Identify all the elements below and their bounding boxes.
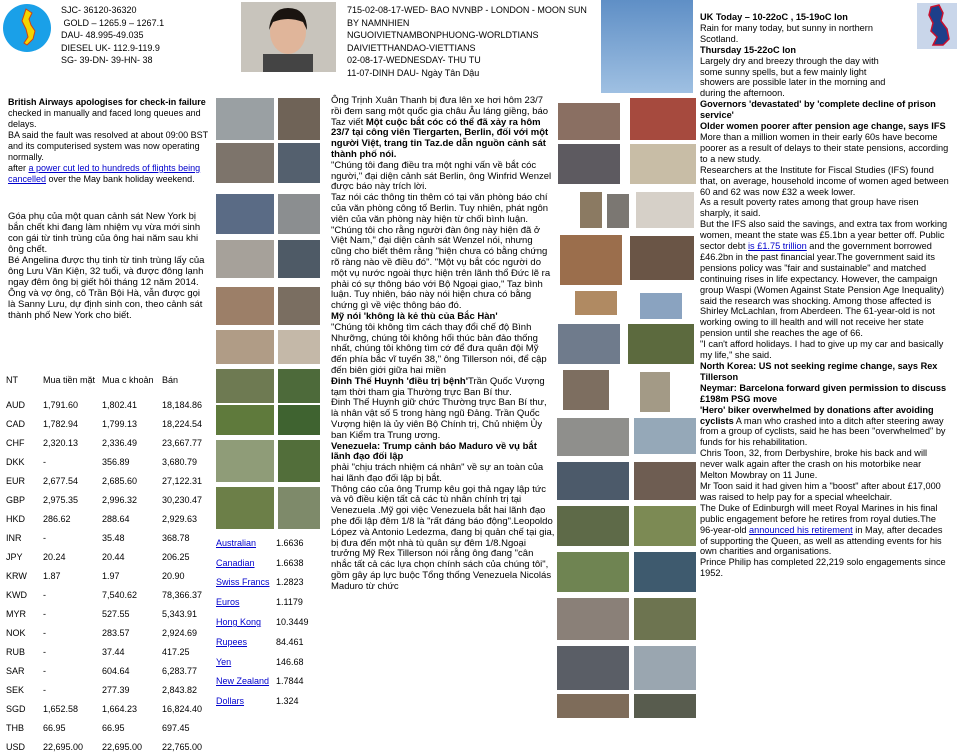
mid-paragraph: Đinh Thế Huynh giữ chức Thường trực Ban Bí thư, là nhân vật số 5 trong hàng ngũ Đảng. Trần Quốc Vượng hiện là ủy viên Bộ Chính trị, Chủ nhiệm Ủy ban Kiểm tra Trung ương. <box>331 397 547 441</box>
fx-currency-link[interactable]: New Zealand <box>216 676 270 687</box>
hero-text: A man who crashed into a ditch after steering away from a group of cyclists, said he has been "overwhelmed" by funds for his rehabilitation. <box>700 415 946 448</box>
exchange-rate-table <box>6 365 216 756</box>
news-photo <box>278 240 320 278</box>
masthead-line: DAIVIETTHANDAO-VIETTIANS <box>347 42 476 53</box>
header-market-prices <box>61 4 241 67</box>
news-photo <box>557 506 629 546</box>
rate-value: 66.95 <box>43 722 66 733</box>
hero-biker-title: 'Hero' biker overwhelmed by donations after avoiding cyclists <box>700 404 934 426</box>
editor-portrait-photo <box>241 2 336 72</box>
duke-text: The Duke of Edinburgh will meet Royal Marines in his final public engagement before he retires from royal duties.The 96-year-old <box>700 502 938 535</box>
rate-value: 1,782.94 <box>43 418 79 429</box>
news-photo <box>216 194 274 234</box>
fx-currency-link[interactable]: Canadian <box>216 557 255 568</box>
mid-heading: Đinh Thế Huynh 'điều trị bệnh' <box>331 375 468 387</box>
rates-row <box>6 604 216 623</box>
viet-paragraph: Bé Angelina được thụ tinh từ tinh trùng lấy của ông Lưu Văn Kiện, 32 tuổi, và được đông lạnh ngay đêm ông bị giết hôi tháng 12 năm 2014. <box>8 255 205 288</box>
currency-code: AUD <box>6 399 26 410</box>
rate-value: 35.48 <box>102 532 125 543</box>
philip-paragraph: Prince Philip has completed 22,219 solo engagements since 1952. <box>700 557 946 579</box>
currency-code: SEK <box>6 684 25 695</box>
rates-row <box>6 566 216 585</box>
masthead-line: 715-02-08-17-WED- BAO NVNBP - LONDON - MOON SUN BY NAMNHIEN <box>347 5 587 28</box>
rate-value: 417.25 <box>162 646 190 657</box>
rate-value: 22,695.00 <box>102 741 143 752</box>
rate-value: 206.25 <box>162 551 190 562</box>
rates-header: Bán <box>162 375 179 385</box>
news-photo <box>216 369 274 403</box>
rate-value: 20.24 <box>43 551 66 562</box>
rate-value: 20.90 <box>162 570 185 581</box>
rates-header-row <box>6 365 216 395</box>
fx-row <box>216 533 309 553</box>
news-photo <box>636 192 694 228</box>
fx-currency-link[interactable]: Yen <box>216 656 232 667</box>
duke-text: in May, after decades of supporting the Queen, as well as attending events for his own charities and organisations. <box>700 524 943 557</box>
rates-row <box>6 661 216 680</box>
rate-value: 23,667.77 <box>162 437 203 448</box>
rate-value: 697.45 <box>162 722 190 733</box>
news-photo <box>216 143 274 183</box>
currency-code: EUR <box>6 475 26 486</box>
rate-value: 1,799.13 <box>102 418 138 429</box>
mid-bold: Một cuộc bắt cóc có thể đã xảy ra hôm 23/7 tại công viên Tiergarten, Berlin, đối với một người Việt, trang tin Taz.de dẫn nguồn cảnh sát thành phố nói. <box>331 116 549 160</box>
fx-currency-link[interactable]: Dollars <box>216 696 245 707</box>
currency-code: USD <box>6 741 26 752</box>
rate-value: 2,677.54 <box>43 475 79 486</box>
rate-value: 1,652.58 <box>43 703 79 714</box>
rate-value: 283.57 <box>102 627 130 638</box>
currency-code: MYR <box>6 608 26 619</box>
news-photo <box>216 287 274 325</box>
fx-currency-link[interactable]: Hong Kong <box>216 617 262 628</box>
thursday-weather-title: Thursday 15-22oC lon <box>700 44 796 55</box>
mid-paragraph: "Chúng tôi không tìm cách thay đổi chế độ Bình Nhưỡng, chúng tôi không hối thúc bản đảo thống nhất, chúng tôi không tìm cớ để đưa quân đội Mỹ đến phía bắc vĩ tuyến 38," ông Tillerson nói, để cập đến biên giới giữa hai miền <box>331 321 547 376</box>
rate-value: 20.44 <box>102 551 125 562</box>
pension-paragraph: More than a million women in their early 60s have become poorer as a result of delays to their state pensions, according to a new study. <box>700 131 949 164</box>
news-photo <box>278 287 320 325</box>
hero-paragraph: Chris Toon, 32, from Derbyshire, broke his back and will never walk again after the crash on his motorbike near Melton Mowbray on 11 June. <box>700 448 928 481</box>
news-photo <box>216 240 274 278</box>
rate-value: 2,996.32 <box>102 494 138 505</box>
rate-value: 286.62 <box>43 513 71 524</box>
news-photo <box>630 98 696 140</box>
rate-value: 2,685.60 <box>102 475 138 486</box>
currency-code: KWD <box>6 589 27 600</box>
news-photo <box>634 598 696 640</box>
fx-rate-value: 1.6636 <box>276 537 304 548</box>
news-photo <box>278 487 320 529</box>
news-photo <box>607 194 629 228</box>
news-photo <box>640 372 670 412</box>
header-line: SJC- 36120-36320 <box>61 5 137 15</box>
neymar-title: Neymar: Barcelona forward given permission to discuss £198m PSG move <box>700 382 947 404</box>
rate-value: 277.39 <box>102 684 130 695</box>
hero-paragraph: Mr Toon said it had given him a "boost" after about £17,000 was raised to help pay for a special wheelchair. <box>700 480 941 502</box>
news-photo <box>278 369 320 403</box>
masthead-line: NGUOIVIETNAMBONPHUONG-WORLDTIANS <box>347 30 539 40</box>
pension-paragraph: Researchers at the Institute for Fiscal Studies (IFS) found that, on average, household income of women aged between 60 and 62 was now £32 a week lower. <box>700 164 949 197</box>
rates-row <box>6 623 216 642</box>
header-line: DAU- 48.995-49.035 <box>61 30 144 40</box>
ba-text: after <box>8 163 29 173</box>
rates-row <box>6 490 216 509</box>
header-line: DIESEL UK- 112.9-119.9 <box>61 42 160 53</box>
news-photo <box>278 98 320 140</box>
viet-story-left <box>8 211 208 321</box>
rate-value: - <box>43 532 46 543</box>
header-masthead <box>347 4 597 79</box>
header-line: GOLD – 1265.9 – 1267.1 <box>61 17 165 28</box>
mid-article <box>331 96 555 593</box>
rate-value: 30,230.47 <box>162 494 203 505</box>
news-photo <box>278 440 320 482</box>
fx-rate-value: 1.1179 <box>276 597 303 608</box>
rate-value: 7,540.62 <box>102 589 138 600</box>
news-photo <box>216 487 274 529</box>
fx-currency-link[interactable]: Australian <box>216 537 257 548</box>
ba-power-cut-link[interactable]: a power cut led to hundreds of flights being cancelled <box>8 163 201 184</box>
rate-value: - <box>43 646 46 657</box>
rate-value: 2,929.63 <box>162 513 198 524</box>
fx-rate-value: 84.461 <box>276 636 304 647</box>
rate-value: 2,975.35 <box>43 494 79 505</box>
rate-value: 78,366.37 <box>162 589 203 600</box>
news-photo <box>557 418 629 456</box>
currency-code: GBP <box>6 494 26 505</box>
news-photo <box>560 235 622 285</box>
thursday-weather-text: Largely dry and breezy through the day with some sunny spells, but a few mainly light showers are possible later in the morning and during the afternoon. <box>700 55 886 99</box>
governors-title: Governors 'devastated' by 'complete decline of prison service' <box>700 99 936 121</box>
rate-value: 18,184.86 <box>162 399 203 410</box>
currency-code: HKD <box>6 513 26 524</box>
rate-value: 1.97 <box>102 570 120 581</box>
rate-value: 3,680.79 <box>162 456 198 467</box>
news-photo <box>557 598 629 640</box>
news-photo <box>630 144 696 184</box>
currency-code: THB <box>6 722 24 733</box>
rates-row <box>6 547 216 566</box>
news-photo <box>216 98 274 140</box>
currency-code: KRW <box>6 570 27 581</box>
masthead-line: 11-07-DINH DAU- Ngày Tân Dậu <box>347 67 480 78</box>
fx-currency-link[interactable]: Swiss Francs <box>216 577 270 588</box>
ba-paragraph: BA said the fault was resolved at about 09:00 BST and its computerised system was now operating normally. <box>8 130 208 162</box>
rates-row <box>6 471 216 490</box>
news-photo <box>634 506 696 546</box>
rate-value: - <box>43 627 46 638</box>
currency-code: SAR <box>6 665 25 676</box>
rate-value: 527.55 <box>102 608 130 619</box>
news-photo <box>557 462 629 500</box>
right-column <box>700 12 950 579</box>
fx-rate-value: 1.2823 <box>276 577 304 588</box>
news-photo <box>634 552 696 592</box>
retirement-link[interactable]: announced his retirement <box>749 524 853 535</box>
mid-paragraph: Thông cáo của ông Trump kêu gọi thả ngay lập tức và vô điều kiện tất cả các tù nhân chính trị tại Venezuela .Mỹ gọi việc Venezuela bắt hai lãnh đạo phe đối lập đêm 1/8 là "rất đáng báo động".Leopoldo López và Antonio Ledezma, đang bị quản chế tại gia, bị đưa đến một nhà tù quân sự đêm 1/8.Ngoại trưởng Mỹ Rex Tillerson nói rằng ông đang "cân nhắc tất cả các lựa chọn chính sách của chúng tôi", gồm gây áp lực buộc Tổng thống Venezuela Nicolás Maduro từ chức <box>331 483 555 592</box>
rates-row <box>6 737 216 756</box>
rate-value: - <box>43 456 46 467</box>
mid-paragraph: "Chúng tôi đang điều tra một nghi vấn về bắt cóc người," đại diện cảnh sát Berlin, ông Winfrid Wenzel được báo này trích lời. <box>331 159 552 193</box>
mid-heading: Mỹ nói 'không là kẻ thù của Bắc Hàn' <box>331 310 498 322</box>
north-korea-title: North Korea: US not seeking regime change, says Rex Tillerson <box>700 361 938 382</box>
currency-code: DKK <box>6 456 25 467</box>
rate-value: 604.64 <box>102 665 130 676</box>
news-photo <box>634 418 696 454</box>
pension-title: Older women poorer after pension age change, says IFS <box>700 121 946 132</box>
rate-value: 1.87 <box>43 570 61 581</box>
rate-value: 66.95 <box>102 722 125 733</box>
sky-photo <box>601 0 693 93</box>
fx-table <box>216 533 316 711</box>
fx-currency-link[interactable]: Rupees <box>216 636 248 647</box>
fx-row <box>216 573 309 593</box>
mid-paragraph: "Chúng tôi cho rằng người đàn ông này hiện đã ở Việt Nam," đại diện cảnh sát Wenzel nói, nhưng cũng cho biết thêm rằng "hiện chưa có bằng chứng rõ ràng nào về điều đó". "Một vụ bắt cóc người do một vụ nước ngoài thực hiện trên lãnh thổ Đức lẽ ra phải có sự thông báo với Bộ Ngoại giao," Taz bình luận. Tuy nhiên, báo này nói hiện chưa có bằng chứng gì về việc thông báo đó. <box>331 224 551 312</box>
news-photo <box>640 293 682 319</box>
ba-article <box>8 97 208 185</box>
currency-code: INR <box>6 532 22 543</box>
rates-row <box>6 528 216 547</box>
rate-value: 6,283.77 <box>162 665 198 676</box>
rates-header: Mua tiền mặt <box>43 375 96 385</box>
rate-value: 16,824.40 <box>162 703 203 714</box>
fx-rate-value: 10.3449 <box>276 617 309 628</box>
news-photo <box>278 194 320 234</box>
news-photo <box>557 646 629 690</box>
news-photo <box>634 694 696 718</box>
news-photo <box>558 103 620 140</box>
rates-row <box>6 642 216 661</box>
news-photo <box>634 646 696 690</box>
fx-row <box>216 592 309 612</box>
rate-value: 2,843.82 <box>162 684 198 695</box>
currency-code: RUB <box>6 646 26 657</box>
public-debt-link[interactable]: is £1.75 trillion <box>748 241 807 252</box>
rates-row <box>6 414 216 433</box>
rate-value: 5,343.91 <box>162 608 198 619</box>
rate-value: 22,765.00 <box>162 741 203 752</box>
news-photo <box>558 324 620 364</box>
rates-row <box>6 433 216 452</box>
pension-paragraph: "I can't afford holidays. I had to give up my car and basically my life," she said. <box>700 339 944 361</box>
rates-header: Mua c khoản <box>102 375 154 385</box>
rate-value: 22,695.00 <box>43 741 84 752</box>
fx-row <box>216 612 309 632</box>
rate-value: 18,224.54 <box>162 418 203 429</box>
fx-rate-value: 146.68 <box>276 656 304 667</box>
masthead-line: 02-08-17-WEDNESDAY- THU TU <box>347 55 481 65</box>
rate-value: 368.78 <box>162 532 190 543</box>
currency-code: JPY <box>6 551 23 562</box>
viet-paragraph: Ông và vợ ông, cô Trần Bội Hà, vẫn được gọi là Sanny Lưu, dự định sinh con, theo cảnh sát thành phố New York cho biết. <box>8 288 203 321</box>
rates-row <box>6 395 216 414</box>
fx-row <box>216 632 309 652</box>
fx-row <box>216 553 309 573</box>
rates-row <box>6 509 216 528</box>
rate-value: - <box>43 665 46 676</box>
mid-text: Trần Quốc Vượng tạm thời tham gia Thường trực Ban Bí thư. <box>331 375 545 398</box>
news-photo <box>580 192 602 228</box>
fx-rate-value: 1.6638 <box>276 557 304 568</box>
news-photo <box>563 370 609 410</box>
rates-row <box>6 718 216 737</box>
news-photo <box>278 143 320 183</box>
pension-text: But the IFS also said the savings, and extra tax from working women, meant the state was £5.1bn a year better off. Public sector debt <box>700 219 948 252</box>
rates-row <box>6 699 216 718</box>
rate-value: 1,664.23 <box>102 703 138 714</box>
news-photo <box>558 144 620 184</box>
mid-paragraph: Taz nói các thông tin thêm có tại văn phòng báo chí của văn phòng công tố Berlin. Tuy nhiên, phát ngôn viên của văn phòng này hiện từ chối bình luận. <box>331 192 549 225</box>
header-line: SG- 39-DN- 39-HN- 38 <box>61 55 153 65</box>
news-photo <box>216 405 274 435</box>
rates-row <box>6 680 216 699</box>
news-photo <box>634 462 696 500</box>
rate-value: 356.89 <box>102 456 130 467</box>
news-photo <box>557 694 629 718</box>
rates-row <box>6 585 216 604</box>
rate-value: 2,924.69 <box>162 627 198 638</box>
currency-code: CHF <box>6 437 25 448</box>
currency-code: CAD <box>6 418 26 429</box>
news-photo <box>278 405 320 435</box>
viet-paragraph: Góa phụ của một quan cảnh sát New York bị bắn chết khi đang làm nhiệm vụ vừa mới sinh con gái từ tinh trùng của ông hai năm sau khi ông chết. <box>8 211 201 255</box>
currency-code: NOK <box>6 627 26 638</box>
pension-text: and the government borrowed £46.2bn in the past financial year.The government said its pensions policy was "fair and sustainable" and matched continuing rises in life expectancy. However, the campaign group Waspi (Women Against State Pension Age Inequality) said the research was shocking. Among those affected is Shirley McLachlan, from Aberdeen. The 61-year-old is not working owing to ill health and will not receive her state pension until she reaches the age of 66. <box>700 241 945 339</box>
mid-heading: Venezuela: Trump cảnh báo Maduro về vụ bắt lãnh đạo đối lập <box>331 440 537 463</box>
fx-currency-link[interactable]: Euros <box>216 597 240 608</box>
ba-text: over the May bank holiday weekend. <box>46 174 195 184</box>
fx-row <box>216 672 309 692</box>
vietnam-map-logo <box>2 3 52 53</box>
rate-value: 1,802.41 <box>102 399 138 410</box>
news-photo <box>216 330 274 364</box>
rate-value: - <box>43 684 46 695</box>
rate-value: 2,320.13 <box>43 437 79 448</box>
news-photo <box>278 330 320 364</box>
uk-weather-text: Rain for many today, but sunny in northern Scotland. <box>700 22 873 44</box>
fx-rate-value: 1.324 <box>276 696 299 707</box>
mid-text: Ông Trịnh Xuân Thanh bị đưa lên xe hơi hôm 23/7 rồi đem sang một quốc gia châu Âu láng giềng, báo Taz viết <box>331 95 549 128</box>
currency-code: SGD <box>6 703 26 714</box>
news-photo <box>557 552 629 592</box>
rate-value: - <box>43 608 46 619</box>
news-photo <box>575 291 617 315</box>
fx-row <box>216 652 309 672</box>
ba-title-rest: checked in manually and faced long queues and delays. <box>8 108 201 129</box>
rates-header: NT <box>6 375 18 385</box>
rate-value: 288.64 <box>102 513 130 524</box>
rate-value: 37.44 <box>102 646 125 657</box>
rate-value: - <box>43 589 46 600</box>
news-photo <box>216 440 274 482</box>
ba-title: British Airways apologises for check-in failure <box>8 97 206 107</box>
rate-value: 2,336.49 <box>102 437 138 448</box>
rate-value: 1,791.60 <box>43 399 79 410</box>
news-photo <box>630 236 694 280</box>
fx-row <box>216 691 309 711</box>
fx-rate-value: 1.7844 <box>276 676 304 687</box>
rate-value: 27,122.31 <box>162 475 203 486</box>
news-photo <box>628 324 694 364</box>
rates-row <box>6 452 216 471</box>
pension-paragraph: As a result poverty rates among that group have risen sharply, it said. <box>700 197 919 219</box>
uk-weather-title: UK Today – 10-22oC , 15-19oC lon <box>700 12 848 22</box>
mid-paragraph: phải "chịu trách nhiệm cá nhân" về sự an toàn của hai lãnh đạo đối lập bị bắt. <box>331 462 544 484</box>
